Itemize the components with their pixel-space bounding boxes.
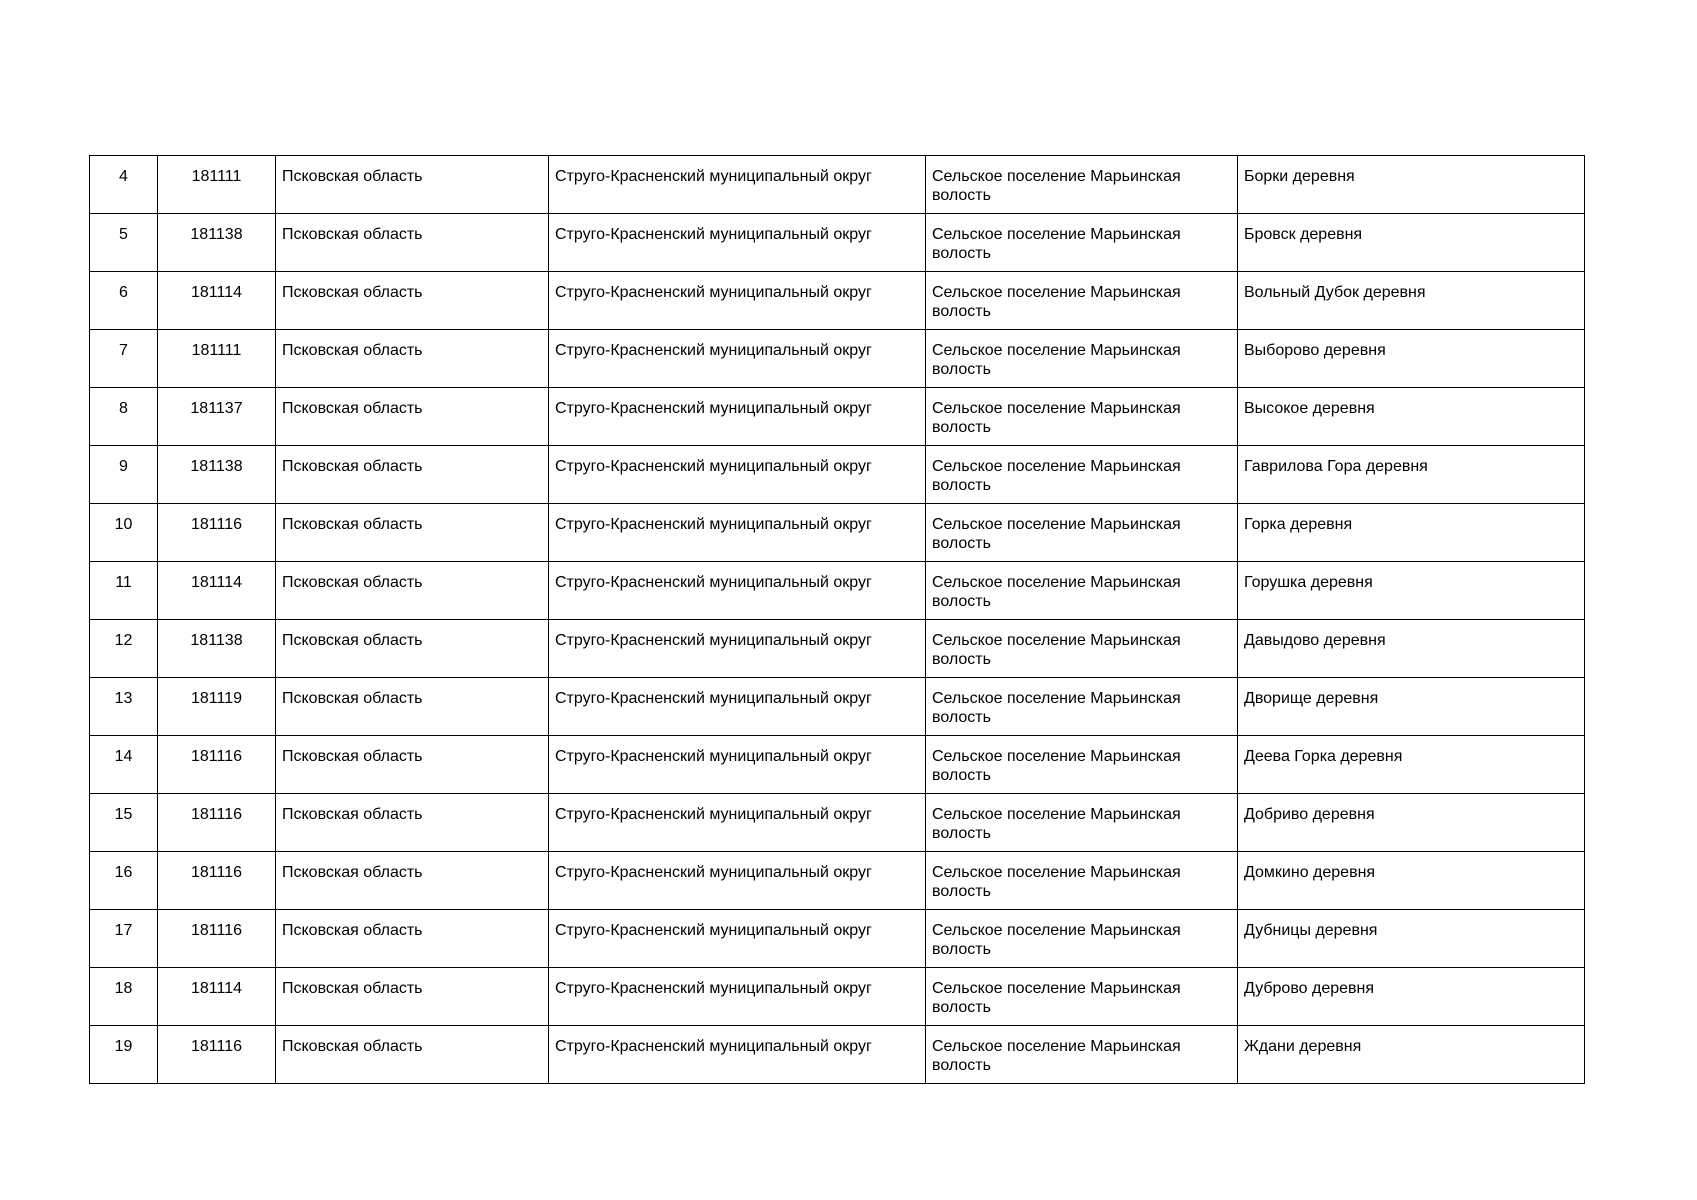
- row-number-cell: 7: [90, 330, 158, 388]
- table-row: [90, 156, 1585, 214]
- row-number-cell: 12: [90, 620, 158, 678]
- row-number-cell: 16: [90, 852, 158, 910]
- district-cell: Струго-Красненский муниципальный округ: [549, 388, 926, 446]
- region-cell: Псковская область: [276, 388, 549, 446]
- postal-index-cell: 181111: [158, 156, 276, 214]
- postal-index-cell: 181116: [158, 794, 276, 852]
- postal-index-cell: 181114: [158, 968, 276, 1026]
- table-row: [90, 968, 1585, 1026]
- postal-index-cell: 181116: [158, 736, 276, 794]
- table-row: [90, 446, 1585, 504]
- region-cell: Псковская область: [276, 678, 549, 736]
- region-cell: Псковская область: [276, 214, 549, 272]
- row-number-cell: 11: [90, 562, 158, 620]
- postal-index-cell: 181114: [158, 272, 276, 330]
- district-cell: Струго-Красненский муниципальный округ: [549, 272, 926, 330]
- postal-index-cell: 181119: [158, 678, 276, 736]
- row-number-cell: 18: [90, 968, 158, 1026]
- settlement-cell: Сельское поселение Марьинская волость: [926, 736, 1238, 794]
- row-number-cell: 6: [90, 272, 158, 330]
- region-cell: Псковская область: [276, 156, 549, 214]
- locality-cell: Горка деревня: [1238, 504, 1585, 562]
- postal-index-cell: 181116: [158, 910, 276, 968]
- settlement-cell: Сельское поселение Марьинская волость: [926, 678, 1238, 736]
- postal-index-cell: 181138: [158, 214, 276, 272]
- district-cell: Струго-Красненский муниципальный округ: [549, 446, 926, 504]
- postal-index-cell: 181111: [158, 330, 276, 388]
- region-cell: Псковская область: [276, 736, 549, 794]
- region-cell: Псковская область: [276, 562, 549, 620]
- district-cell: Струго-Красненский муниципальный округ: [549, 1026, 926, 1084]
- postal-index-cell: 181116: [158, 504, 276, 562]
- settlement-cell: Сельское поселение Марьинская волость: [926, 620, 1238, 678]
- row-number-cell: 14: [90, 736, 158, 794]
- table-row: [90, 272, 1585, 330]
- region-cell: Псковская область: [276, 272, 549, 330]
- table-row: [90, 504, 1585, 562]
- address-table: [89, 155, 1585, 1084]
- table-row: [90, 388, 1585, 446]
- table-row: [90, 620, 1585, 678]
- region-cell: Псковская область: [276, 910, 549, 968]
- row-number-cell: 10: [90, 504, 158, 562]
- settlement-cell: Сельское поселение Марьинская волость: [926, 214, 1238, 272]
- table-row: [90, 678, 1585, 736]
- settlement-cell: Сельское поселение Марьинская волость: [926, 272, 1238, 330]
- row-number-cell: 8: [90, 388, 158, 446]
- table-row: [90, 852, 1585, 910]
- row-number-cell: 5: [90, 214, 158, 272]
- region-cell: Псковская область: [276, 852, 549, 910]
- settlement-cell: Сельское поселение Марьинская волость: [926, 1026, 1238, 1084]
- table-row: [90, 214, 1585, 272]
- settlement-cell: Сельское поселение Марьинская волость: [926, 504, 1238, 562]
- district-cell: Струго-Красненский муниципальный округ: [549, 156, 926, 214]
- region-cell: Псковская область: [276, 1026, 549, 1084]
- district-cell: Струго-Красненский муниципальный округ: [549, 504, 926, 562]
- row-number-cell: 9: [90, 446, 158, 504]
- district-cell: Струго-Красненский муниципальный округ: [549, 620, 926, 678]
- settlement-cell: Сельское поселение Марьинская волость: [926, 910, 1238, 968]
- region-cell: Псковская область: [276, 968, 549, 1026]
- postal-index-cell: 181138: [158, 620, 276, 678]
- table-row: [90, 1026, 1585, 1084]
- postal-index-cell: 181116: [158, 1026, 276, 1084]
- locality-cell: Ждани деревня: [1238, 1026, 1585, 1084]
- settlement-cell: Сельское поселение Марьинская волость: [926, 446, 1238, 504]
- region-cell: Псковская область: [276, 794, 549, 852]
- postal-index-cell: 181114: [158, 562, 276, 620]
- district-cell: Струго-Красненский муниципальный округ: [549, 852, 926, 910]
- locality-cell: Добриво деревня: [1238, 794, 1585, 852]
- table-row: [90, 330, 1585, 388]
- row-number-cell: 17: [90, 910, 158, 968]
- table-row: [90, 562, 1585, 620]
- district-cell: Струго-Красненский муниципальный округ: [549, 562, 926, 620]
- settlement-cell: Сельское поселение Марьинская волость: [926, 156, 1238, 214]
- locality-cell: Выборово деревня: [1238, 330, 1585, 388]
- locality-cell: Гаврилова Гора деревня: [1238, 446, 1585, 504]
- locality-cell: Дубницы деревня: [1238, 910, 1585, 968]
- locality-cell: Борки деревня: [1238, 156, 1585, 214]
- district-cell: Струго-Красненский муниципальный округ: [549, 794, 926, 852]
- locality-cell: Горушка деревня: [1238, 562, 1585, 620]
- locality-cell: Давыдово деревня: [1238, 620, 1585, 678]
- settlement-cell: Сельское поселение Марьинская волость: [926, 968, 1238, 1026]
- table-row: [90, 910, 1585, 968]
- region-cell: Псковская область: [276, 330, 549, 388]
- district-cell: Струго-Красненский муниципальный округ: [549, 330, 926, 388]
- district-cell: Струго-Красненский муниципальный округ: [549, 968, 926, 1026]
- postal-index-cell: 181138: [158, 446, 276, 504]
- row-number-cell: 15: [90, 794, 158, 852]
- district-cell: Струго-Красненский муниципальный округ: [549, 910, 926, 968]
- region-cell: Псковская область: [276, 620, 549, 678]
- locality-cell: Бровск деревня: [1238, 214, 1585, 272]
- row-number-cell: 13: [90, 678, 158, 736]
- locality-cell: Деева Горка деревня: [1238, 736, 1585, 794]
- row-number-cell: 4: [90, 156, 158, 214]
- settlement-cell: Сельское поселение Марьинская волость: [926, 388, 1238, 446]
- table-row: [90, 736, 1585, 794]
- district-cell: Струго-Красненский муниципальный округ: [549, 214, 926, 272]
- district-cell: Струго-Красненский муниципальный округ: [549, 736, 926, 794]
- locality-cell: Вольный Дубок деревня: [1238, 272, 1585, 330]
- postal-index-cell: 181116: [158, 852, 276, 910]
- region-cell: Псковская область: [276, 446, 549, 504]
- row-number-cell: 19: [90, 1026, 158, 1084]
- table-body: [90, 156, 1585, 1084]
- settlement-cell: Сельское поселение Марьинская волость: [926, 562, 1238, 620]
- locality-cell: Дуброво деревня: [1238, 968, 1585, 1026]
- postal-index-cell: 181137: [158, 388, 276, 446]
- settlement-cell: Сельское поселение Марьинская волость: [926, 852, 1238, 910]
- locality-cell: Домкино деревня: [1238, 852, 1585, 910]
- settlement-cell: Сельское поселение Марьинская волость: [926, 794, 1238, 852]
- region-cell: Псковская область: [276, 504, 549, 562]
- locality-cell: Высокое деревня: [1238, 388, 1585, 446]
- district-cell: Струго-Красненский муниципальный округ: [549, 678, 926, 736]
- table-row: [90, 794, 1585, 852]
- settlement-cell: Сельское поселение Марьинская волость: [926, 330, 1238, 388]
- locality-cell: Дворище деревня: [1238, 678, 1585, 736]
